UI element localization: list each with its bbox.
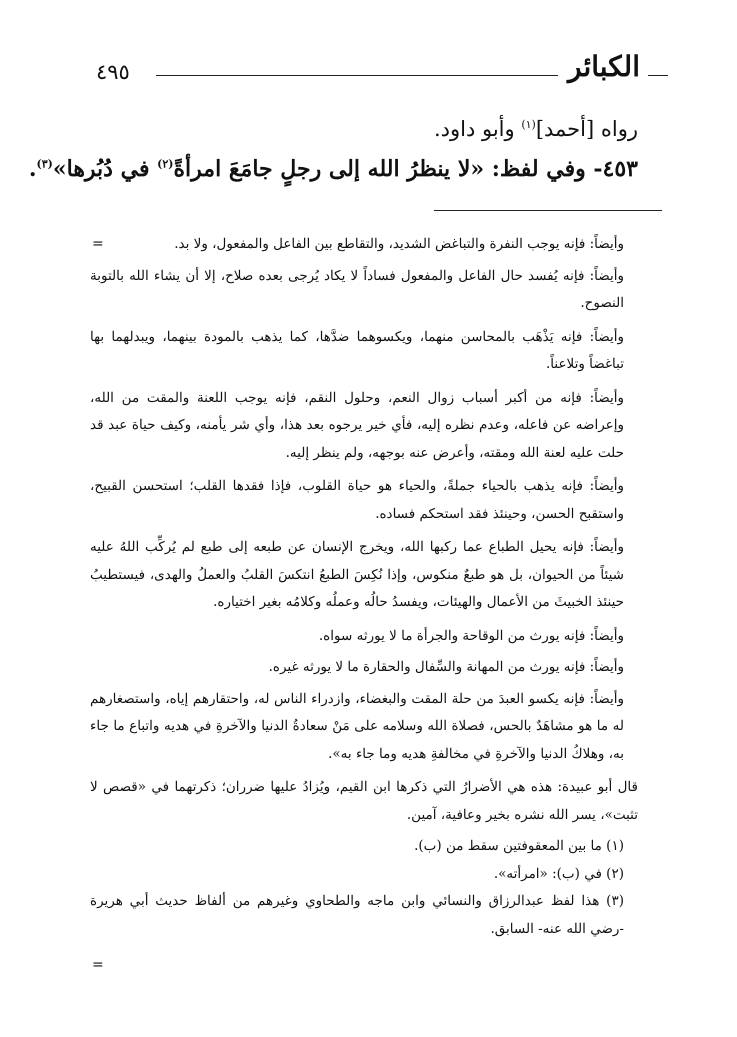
footnote-1: (١) ما بين المعقوفتين سقط من (ب). <box>414 838 624 854</box>
footnote-ref-1: (١) <box>521 118 536 131</box>
footnote-separator <box>434 210 662 211</box>
continuation-marker-bottom: = <box>92 957 104 973</box>
hadith-source-line: رواه [أحمد]$^{(١)}$ وأبو داود. <box>433 117 638 141</box>
paragraph: وأيضاً: فإنه يَذْهَب بالمحاسن منهما، ويكسوهما ضدَّها، كما يذهب بالمودة بينهما، ويبدلهما بها تباغضاً وتلاعناً. <box>90 328 624 372</box>
paragraph: وأيضاً: فإنه من أكبر أسباب زوال النعم، وحلول النقم، فإنه يوجب اللعنة والمقت من الله، وإعراضه عن فاعله، وعدم نظره إليه، فأي خير يرجوه بعد هذا، وأي شر يأمنه، وكيف حياة عبد قد حلت عليه لعنة الله ومقته، وأعرض عنه بوجهه، ولم ينظر إليه. <box>90 389 624 461</box>
footnote-ref-3: (٣) <box>36 157 53 171</box>
page-number: ٤٩٥ <box>96 60 130 84</box>
footnote-3: (٣) هذا لفظ عبدالرزاق والنسائي وابن ماجه والطحاوي وغيرهم من ألفاظ حديث أبي هريرة -رضي الله عنه- السابق. <box>90 893 624 937</box>
paragraph: قال أبو عبيدة: هذه هي الأضرارُ التي ذكرها ابن القيم، ويُزادُ عليها ضرران؛ ذكرتهما في «قصص لا تثبت»، يسر الله نشره بخير وعافية، آمين. <box>90 779 638 823</box>
paragraph: وأيضاً: فإنه يكسو العبدَ من حلة المقت والبغضاء، وازدراء الناس له، واحتقارهم إياه، واستصغارهم له ما هو مشاهَدٌ بالحس، فصلاة الله وسلامه على مَنْ سعادةُ الدنيا والآخرةِ في هديه واتباع ما جاء به، وهلاكُ الدنيا والآخرةِ في مخالفةِ هديه وما جاء به». <box>90 690 624 762</box>
footnote-body <box>90 231 638 943</box>
header-rule <box>156 75 558 76</box>
paragraph: وأيضاً: فإنه يوجب النفرة والتباغض الشديد، والتقاطع بين الفاعل والمفعول، ولا بد. <box>174 236 624 252</box>
header-rule-end <box>648 75 668 76</box>
paragraph: وأيضاً: فإنه يورث من المهانة والسِّفال والحقارة ما لا يورثه غيره. <box>268 659 624 675</box>
paragraph: وأيضاً: فإنه يذهب بالحياء جملةً، والحياء هو حياة القلوب، فإذا فقدها القلب؛ استحسن القبيح، واستقبح الحسن، وحينئذ فقد استحكم فساده. <box>90 478 624 522</box>
hadith-453: ٤٥٣- وفي لفظ: «لا ينظرُ الله إلى رجلٍ جامَعَ امرأةً$^{(٢)}$ في دُبُرها»$^{(٣)}$. <box>28 156 638 182</box>
paragraph: وأيضاً: فإنه يورث من الوقاحة والجرأة ما لا يورثه سواه. <box>318 627 624 644</box>
running-title: الكبائر <box>568 50 640 83</box>
footnote-2: (٢) في (ب): «امرأته». <box>493 865 624 882</box>
paragraph: وأيضاً: فإنه يُفسد حال الفاعل والمفعول فساداً لا يكاد يُرجى بعده صلاح، إلا أن يشاء الله بالتوبة النصوح. <box>90 267 624 311</box>
paragraph: وأيضاً: فإنه يحيل الطباع عما ركبها الله، ويخرج الإنسان عن طبعه إلى طبع لم يُركِّب اللهُ عليه شيئاً من الحيوان، بل هو طبعٌ منكوس، وإذا نُكِسَ الطبعُ انتكسَ القلبُ والعملُ والهدى، فيستطيبُ حينئذ الخبيثَ من الأعمال والهيئات، ويفسدُ حالُه وعملُه وكلامُه بغير اختياره. <box>90 539 624 610</box>
continuation-marker-top: = <box>92 236 104 252</box>
page-header <box>96 50 668 96</box>
footnote-ref-2: (٢) <box>157 157 174 171</box>
